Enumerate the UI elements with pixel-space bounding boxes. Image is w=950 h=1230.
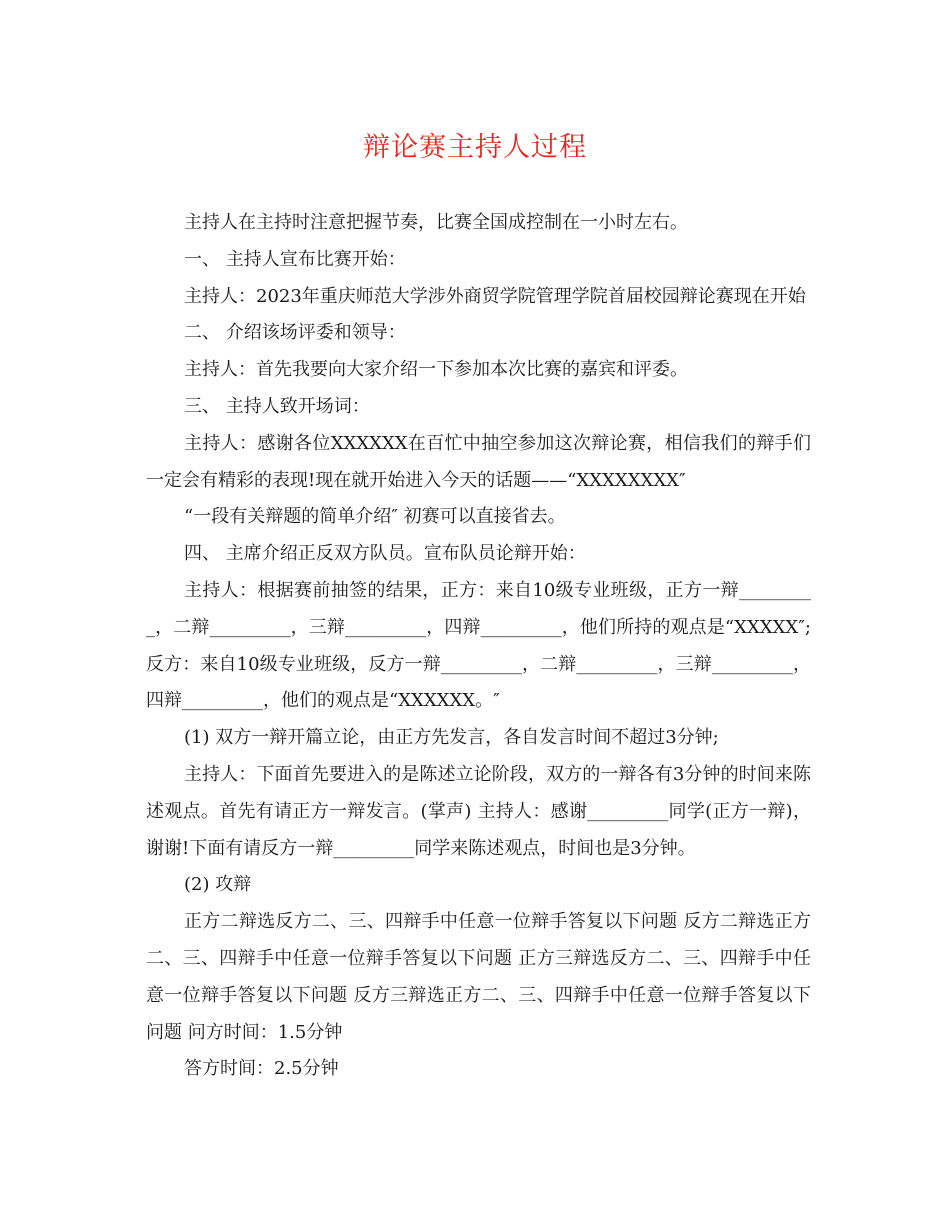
paragraph-intro: 主持人在主持时注意把握节奏，比赛全国成控制在一小时左右。 (184, 212, 688, 233)
document-body (146, 205, 811, 1088)
paragraph-host-introduce-judges: 主持人：首先我要向大家介绍一下参加本次比赛的嘉宾和评委。 (184, 359, 688, 381)
paragraph-team-introduction: 主持人：根据赛前抽签的结果，正方：来自10级专业班级，正方一辩_________，二辩_________，三辩_________，四辩_________，他们所持的观点是“XXXXX″;反方：来自10级专业班级，反方一辩_________，二辩_________，三辩_________，四辩_________，他们的观点是“XXXXXX。″ (146, 579, 811, 712)
paragraph-topic-intro: “一段有关辩题的简单介绍″ 初赛可以直接省去。 (184, 506, 566, 528)
paragraph-cross-examination-heading: (2) 攻辩 (184, 874, 252, 896)
paragraph-answer-time: 答方时间：2.5分钟 (184, 1058, 339, 1080)
document-title: 辩论赛主持人过程 (363, 132, 587, 163)
section-heading-4: 四、 主席介绍正反双方队员。宣布队员论辩开始： (184, 543, 586, 565)
section-heading-1: 一、 主持人宣布比赛开始： (184, 248, 406, 270)
paragraph-host-opening-statement: 主持人：下面首先要进入的是陈述立论阶段，双方的一辩各有3分钟的时间来陈述观点。首先有请正方一辩发言。(掌声) 主持人：感谢_________同学(正方一辩)，谢谢!下面有请反方一辩_________同学来陈述观点，时间也是3分钟。 (146, 763, 811, 859)
section-heading-3: 三、 主持人致开场词： (184, 395, 370, 417)
paragraph-host-welcome: 主持人：感谢各位XXXXXX在百忙中抽空参加这次辩论赛，相信我们的辩手们一定会有精彩的表现!现在就开始进入今天的话题——“XXXXXXXX″ (146, 432, 811, 491)
paragraph-cross-examination-rules: 正方二辩选反方二、三、四辩手中任意一位辩手答复以下问题 反方二辩选正方二、三、四辩手中任意一位辩手答复以下问题 正方三辩选反方二、三、四辩手中任意一位辩手答复以下问题 反方三辩选正方二、三、四辩手中任意一位辩手答复以下问题 问方时间：1.5分钟 (146, 911, 811, 1043)
section-heading-2: 二、 介绍该场评委和领导： (184, 322, 406, 344)
paragraph-opening-statement-rule: (1) 双方一辩开篇立论，由正方先发言，各自发言时间不超过3分钟; (184, 727, 719, 749)
paragraph-host-opening: 主持人：2023年重庆师范大学涉外商贸学院管理学院首届校园辩论赛现在开始 (184, 285, 806, 307)
